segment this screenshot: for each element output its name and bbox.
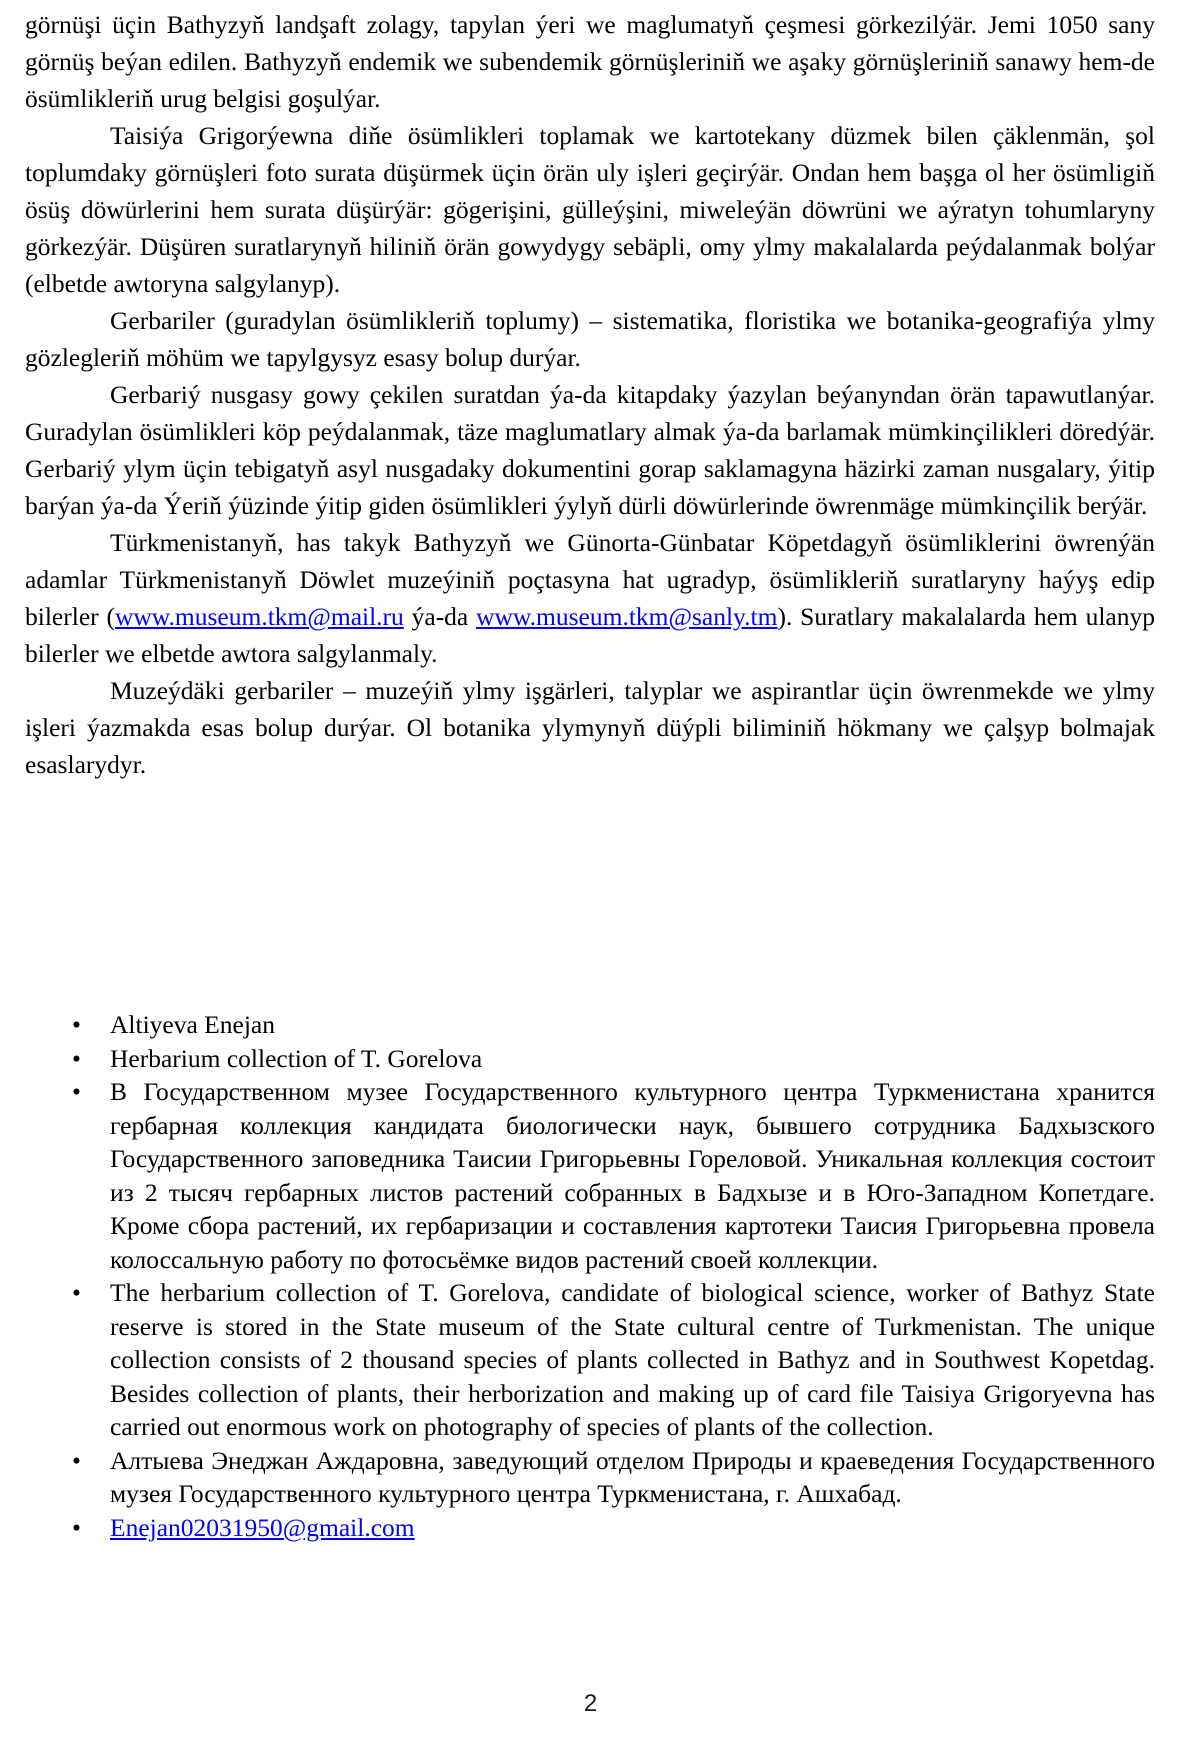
paragraph-text: Türkmenistanyň, has takyk Bathyzyň we Günorta-Günbatar Köpetdagyň ösümliklerini öwrenýän adamlar Türkmenistanyň Döwlet muzeýiniň poçtasyna hat ugradyp, ösümlikleriň suratlaryny haýyş edip bilerler (	[25, 528, 1155, 631]
paragraph-text: ). Suratlary makalalarda hem ulanyp bilerler we elbetde awtora salgylanmaly.	[25, 602, 1155, 668]
bullet-icon: •	[72, 1077, 81, 1106]
bullet-icon: •	[72, 1010, 81, 1039]
paragraph-text: ýa-da	[403, 602, 477, 631]
abstract-bullet-list	[25, 1008, 1155, 1544]
bullet-icon: •	[72, 1278, 81, 1307]
paragraph-continuation: görnüşi üçin Bathyzyň landşaft zolagy, tapylan ýeri we maglumatyň çeşmesi görkezilýär. Jemi 1050 sany görnüş beýan edilen. Bathyzyň endemik we subendemik görnüşleriniň we aşaky görnüşleriniň sanawy hem-de ösümlikleriň urug belgisi goşulýar.	[25, 10, 1155, 113]
list-item-abstract-en	[25, 1276, 1155, 1444]
list-item-email	[25, 1511, 1155, 1545]
bullet-icon: •	[72, 1445, 81, 1475]
list-item-text: Herbarium collection of T. Gorelova	[110, 1043, 483, 1073]
bullet-icon: •	[72, 1043, 81, 1073]
list-item-author-en	[25, 1008, 1155, 1042]
list-item-text: Алтыева Энеджан Аждаровна, заведующий отделом Природы и краеведения Государственного музея Государственного культурного центра Туркменистана, г. Ашхабад.	[110, 1445, 1155, 1508]
body-text-block	[25, 6, 1155, 783]
paragraph-gerbariler: Gerbariler (guradylan ösümlikleriň toplumy) – sistematika, floristika we botanika-geografiýa ylmy gözlegleriň möhüm we tapylgysyz esasy bolup durýar.	[25, 306, 1155, 372]
list-item-author-ru	[25, 1444, 1155, 1511]
paragraph-gerbariy-nusgasy: Gerbariý nusgasy gowy çekilen suratdan ýa-da kitapdaky ýazylan beýanyndan örän tapawutlanýar. Guradylan ösümlikleri köp peýdalanmak, täze maglumatlary almak ýa-da barlamak mümkinçilikleri döredýär. Gerbariý ylym üçin tebigatyň asyl nusgadaky dokumentini gorap saklamagyna häzirki zaman nusgalary, ýitip barýan ýa-da Ýeriň ýüzinde ýitip giden ösümlikleri ýylyň dürli döwürlerinde öwrenmäge mümkinçilik berýär.	[25, 380, 1155, 520]
bullet-icon: •	[72, 1512, 81, 1542]
museum-sanly-tm-link[interactable]: www.museum.tkm@sanly.tm	[476, 602, 778, 631]
paragraph-taisiya: Taisiýa Grigorýewna diňe ösümlikleri toplamak we kartotekany düzmek bilen çäklenmän, şol toplumdaky görnüşleri foto surata düşürmek üçin örän uly işleri geçirýär. Ondan hem başga ol her ösümligiň ösüş döwürlerini hem surata düşürýär: gögerişini, gülleýşini, miweleýän döwrüni we aýratyn tohumlaryny görkezýär. Düşüren suratlarynyň hiliniň örän gowydygy sebäpli, omy ylmy makalalarda peýdalanmak bolýar (elbetde awtoryna salgylanyp).	[25, 121, 1155, 298]
list-item-text: В Государственном музее Государственного культурного центра Туркменистана хранится гербарная коллекция кандидата биологически наук, бывшего сотрудника Бадхызского Государственного заповедника Таисии Григорьевны Гореловой. Уникальная коллекция состоит из 2 тысяч гербарных листов растений собранных в Бадхызе и в Юго-Западном Копетдаге. Кроме сбора растений, их гербаризации и составления картотеки Таисия Григорьевна провела колоссальную работу по фотосьёмке видов растений своей коллекции.	[110, 1077, 1155, 1274]
paragraph-contact-links	[25, 524, 1155, 672]
list-item-text: Altiyeva Enejan	[110, 1010, 275, 1039]
page-number: 2	[583, 1690, 598, 1717]
author-email-link[interactable]: Enejan02031950@gmail.com	[110, 1512, 415, 1542]
list-item-title-en	[25, 1042, 1155, 1076]
list-item-abstract-ru	[25, 1075, 1155, 1276]
museum-mail-ru-link[interactable]: www.museum.tkm@mail.ru	[114, 602, 404, 631]
list-item-text: The herbarium collection of T. Gorelova, candidate of biological science, worker of Bathyz State reserve is stored in the State museum of the State cultural centre of Turkmenistan. The unique collection consists of 2 thousand species of plants collected in Bathyz and in Southwest Kopetdag. Besides collection of plants, their herborization and making up of card file Taisiya Grigoryevna has carried out enormous work on photography of species of plants of the collection.	[110, 1278, 1155, 1441]
paragraph-muzeydaki: Muzeýdäki gerbariler – muzeýiň ylmy işgärleri, talyplar we aspirantlar üçin öwrenmekde we ylmy işleri ýazmakda esas bolup durýar. Ol botanika ylymynyň düýpli biliminiň hökmany we çalşyp bolmajak esaslarydyr.	[25, 676, 1155, 779]
